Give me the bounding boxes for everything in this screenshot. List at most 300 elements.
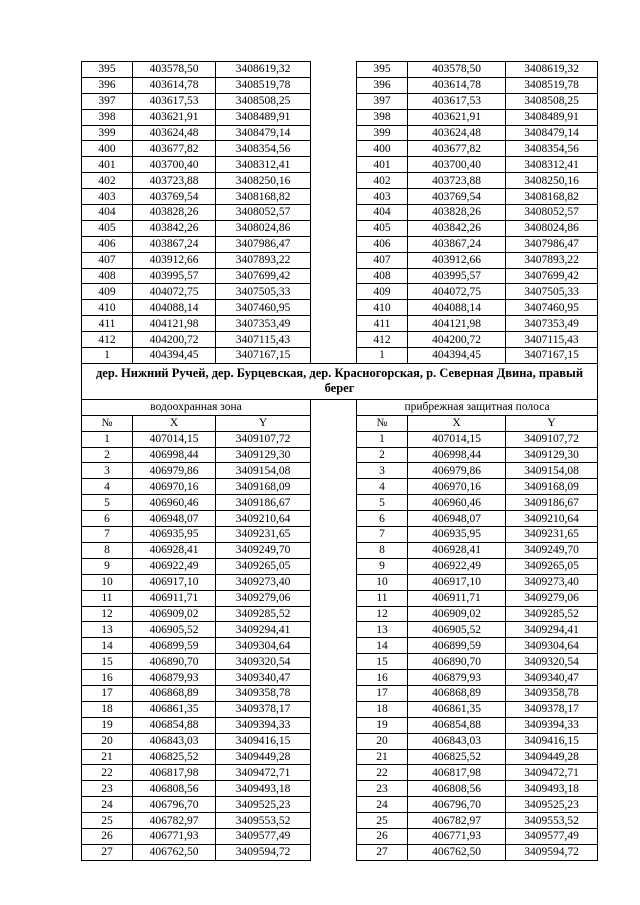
table-row: [82, 701, 598, 717]
x-coordinate-left: 406899,59: [133, 638, 216, 654]
x-coordinate-left: 403578,50: [133, 62, 216, 78]
x-coordinate-right: 406960,46: [408, 495, 506, 511]
table-row: [82, 479, 598, 495]
point-number-left: 12: [82, 606, 133, 622]
x-coordinate-right: 406843,03: [408, 733, 506, 749]
y-coordinate-right: 3409249,70: [506, 542, 598, 558]
table-row: [82, 685, 598, 701]
point-number-right: 395: [357, 62, 408, 78]
x-coordinate-right: 406808,56: [408, 781, 506, 797]
point-number-right: 18: [357, 701, 408, 717]
point-number-right: 6: [357, 511, 408, 527]
point-number-left: 23: [82, 781, 133, 797]
column-gap: [311, 316, 357, 332]
x-coordinate-right: 406948,07: [408, 511, 506, 527]
x-coordinate-right: 403677,82: [408, 141, 506, 157]
y-coordinate-right: 3409594,72: [506, 844, 598, 860]
column-gap: [311, 348, 357, 364]
table-row: [82, 828, 598, 844]
y-coordinate-left: 3408489,91: [216, 109, 311, 125]
x-coordinate-left: 406911,71: [133, 590, 216, 606]
point-number-right: 24: [357, 797, 408, 813]
x-coordinate-left: 406890,70: [133, 654, 216, 670]
bottom-coordinates-body: [82, 431, 598, 860]
y-coordinate-right: 3408519,78: [506, 77, 598, 93]
table-row: [82, 157, 598, 173]
x-coordinate-right: 406922,49: [408, 558, 506, 574]
y-coordinate-right: 3407353,49: [506, 316, 598, 332]
y-coordinate-left: 3409394,33: [216, 717, 311, 733]
table-row: [82, 797, 598, 813]
x-coordinate-left: 403617,53: [133, 93, 216, 109]
x-coordinate-right: 406911,71: [408, 590, 506, 606]
coastal-protection-strip-caption: прибрежная защитная полоса: [357, 399, 598, 415]
point-number-left: 19: [82, 717, 133, 733]
column-gap: [311, 252, 357, 268]
x-coordinate-left: 403624,48: [133, 125, 216, 141]
x-coordinate-left: 406935,95: [133, 527, 216, 543]
table-row: [82, 77, 598, 93]
x-coordinate-left: 406796,70: [133, 797, 216, 813]
x-coordinate-left: 403995,57: [133, 268, 216, 284]
point-number-right: 411: [357, 316, 408, 332]
x-coordinate-right: 403842,26: [408, 220, 506, 236]
y-coordinate-left: 3408312,41: [216, 157, 311, 173]
table-row: [82, 463, 598, 479]
y-coordinate-left: 3407505,33: [216, 284, 311, 300]
table-row: [82, 252, 598, 268]
y-coordinate-left: 3409273,40: [216, 574, 311, 590]
x-coordinate-right: 406762,50: [408, 844, 506, 860]
y-coordinate-left: 3409472,71: [216, 765, 311, 781]
point-number-right: 14: [357, 638, 408, 654]
x-coordinate-left: 403769,54: [133, 189, 216, 205]
point-number-right: 27: [357, 844, 408, 860]
x-coordinate-left: 403867,24: [133, 236, 216, 252]
point-number-right: 405: [357, 220, 408, 236]
point-number-right: 20: [357, 733, 408, 749]
y-coordinate-right: 3409107,72: [506, 431, 598, 447]
column-gap: [311, 844, 357, 860]
column-gap: [311, 542, 357, 558]
point-number-left: 2: [82, 447, 133, 463]
x-coordinate-right: 403828,26: [408, 205, 506, 221]
point-number-left: 406: [82, 236, 133, 252]
column-gap: [311, 765, 357, 781]
table-row: [82, 511, 598, 527]
y-coordinate-right: 3409416,15: [506, 733, 598, 749]
column-gap: [311, 797, 357, 813]
x-coordinate-right: 406861,35: [408, 701, 506, 717]
point-number-left: 404: [82, 205, 133, 221]
point-number-right: 17: [357, 685, 408, 701]
point-number-right: 26: [357, 828, 408, 844]
y-coordinate-left: 3409320,54: [216, 654, 311, 670]
point-number-left: 3: [82, 463, 133, 479]
x-coordinate-right: 406917,10: [408, 574, 506, 590]
x-coordinate-left: 403912,66: [133, 252, 216, 268]
point-number-left: 397: [82, 93, 133, 109]
x-coordinate-right: 403624,48: [408, 125, 506, 141]
table-row: [82, 125, 598, 141]
y-coordinate-left: 3407115,43: [216, 332, 311, 348]
point-number-left: 400: [82, 141, 133, 157]
x-coordinate-right: 404394,45: [408, 348, 506, 364]
x-coordinate-right: 406825,52: [408, 749, 506, 765]
point-number-right: 5: [357, 495, 408, 511]
column-gap: [311, 141, 357, 157]
table-row: [82, 284, 598, 300]
point-number-left: 11: [82, 590, 133, 606]
point-number-left: 405: [82, 220, 133, 236]
x-coordinate-right: 406998,44: [408, 447, 506, 463]
x-coordinate-left: 406854,88: [133, 717, 216, 733]
y-coordinate-left: 3409107,72: [216, 431, 311, 447]
column-gap: [311, 77, 357, 93]
table-row: [82, 590, 598, 606]
x-coordinate-left: 404121,98: [133, 316, 216, 332]
point-number-right: 403: [357, 189, 408, 205]
x-coordinate-right: 403995,57: [408, 268, 506, 284]
x-coordinate-right: 406979,86: [408, 463, 506, 479]
y-coordinate-right: 3409168,09: [506, 479, 598, 495]
y-coordinate-right: 3408250,16: [506, 173, 598, 189]
table-row: [82, 813, 598, 829]
point-number-right: 407: [357, 252, 408, 268]
table-row: [82, 109, 598, 125]
y-coordinate-right: 3407115,43: [506, 332, 598, 348]
x-coordinate-left: 406879,93: [133, 670, 216, 686]
column-gap: [311, 527, 357, 543]
point-number-right: 410: [357, 300, 408, 316]
point-number-left: 14: [82, 638, 133, 654]
x-coordinate-right: 404088,14: [408, 300, 506, 316]
x-coordinate-right: 403614,78: [408, 77, 506, 93]
x-coordinate-left: 406825,52: [133, 749, 216, 765]
x-coordinate-left: 406960,46: [133, 495, 216, 511]
x-coordinate-right: 406879,93: [408, 670, 506, 686]
x-coordinate-left: 403700,40: [133, 157, 216, 173]
point-number-left: 13: [82, 622, 133, 638]
column-gap: [311, 431, 357, 447]
point-number-left: 1: [82, 431, 133, 447]
point-number-right: 402: [357, 173, 408, 189]
y-coordinate-right: 3407699,42: [506, 268, 598, 284]
column-gap: [311, 781, 357, 797]
x-coordinate-right: 406817,98: [408, 765, 506, 781]
point-number-left: 395: [82, 62, 133, 78]
point-number-left: 410: [82, 300, 133, 316]
point-number-left: 8: [82, 542, 133, 558]
x-coordinate-left: 406909,02: [133, 606, 216, 622]
column-gap: [311, 268, 357, 284]
point-number-left: 5: [82, 495, 133, 511]
point-number-right: 397: [357, 93, 408, 109]
zone-caption-row: [82, 399, 598, 415]
x-coordinate-right: 406868,89: [408, 685, 506, 701]
header-number-right: №: [357, 415, 408, 431]
point-number-right: 396: [357, 77, 408, 93]
point-number-left: 409: [82, 284, 133, 300]
point-number-right: 400: [357, 141, 408, 157]
water-protection-zone-caption: водоохранная зона: [82, 399, 311, 415]
y-coordinate-left: 3408024,86: [216, 220, 311, 236]
y-coordinate-left: 3408619,32: [216, 62, 311, 78]
point-number-left: 26: [82, 828, 133, 844]
y-coordinate-left: 3409304,64: [216, 638, 311, 654]
y-coordinate-right: 3409265,05: [506, 558, 598, 574]
y-coordinate-left: 3407460,95: [216, 300, 311, 316]
point-number-right: 23: [357, 781, 408, 797]
y-coordinate-left: 3408354,56: [216, 141, 311, 157]
column-gap: [311, 511, 357, 527]
column-gap: [311, 701, 357, 717]
x-coordinate-left: 406762,50: [133, 844, 216, 860]
x-coordinate-right: 407014,15: [408, 431, 506, 447]
x-coordinate-right: 404121,98: [408, 316, 506, 332]
y-coordinate-right: 3408024,86: [506, 220, 598, 236]
point-number-right: 412: [357, 332, 408, 348]
section-title: дер. Нижний Ручей, дер. Бурцевская, дер. Красногорская, р. Северная Двина, правый берег: [82, 363, 598, 399]
point-number-right: 21: [357, 749, 408, 765]
column-gap: [311, 463, 357, 479]
y-coordinate-right: 3409294,41: [506, 622, 598, 638]
table-row: [82, 316, 598, 332]
y-coordinate-left: 3409154,08: [216, 463, 311, 479]
x-coordinate-left: 406917,10: [133, 574, 216, 590]
table-row: [82, 300, 598, 316]
point-number-left: 25: [82, 813, 133, 829]
top-coordinates-body: [82, 62, 598, 364]
x-coordinate-right: 406890,70: [408, 654, 506, 670]
x-coordinate-left: 403842,26: [133, 220, 216, 236]
y-coordinate-right: 3408168,82: [506, 189, 598, 205]
table-row: [82, 447, 598, 463]
y-coordinate-right: 3409154,08: [506, 463, 598, 479]
table-row: [82, 542, 598, 558]
column-gap: [311, 284, 357, 300]
column-gap: [311, 622, 357, 638]
point-number-right: 22: [357, 765, 408, 781]
point-number-left: 408: [82, 268, 133, 284]
point-number-right: 12: [357, 606, 408, 622]
point-number-left: 20: [82, 733, 133, 749]
column-gap: [311, 813, 357, 829]
table-row: [82, 62, 598, 78]
table-row: [82, 495, 598, 511]
point-number-right: 10: [357, 574, 408, 590]
point-number-right: 399: [357, 125, 408, 141]
y-coordinate-right: 3409394,33: [506, 717, 598, 733]
point-number-left: 402: [82, 173, 133, 189]
x-coordinate-left: 406843,03: [133, 733, 216, 749]
y-coordinate-right: 3409472,71: [506, 765, 598, 781]
x-coordinate-left: 406928,41: [133, 542, 216, 558]
y-coordinate-left: 3408168,82: [216, 189, 311, 205]
y-coordinate-right: 3408312,41: [506, 157, 598, 173]
y-coordinate-left: 3408519,78: [216, 77, 311, 93]
column-gap: [311, 125, 357, 141]
header-y-right: Y: [506, 415, 598, 431]
point-number-left: 407: [82, 252, 133, 268]
y-coordinate-right: 3409525,23: [506, 797, 598, 813]
table-row: [82, 93, 598, 109]
y-coordinate-left: 3409168,09: [216, 479, 311, 495]
x-coordinate-left: 406948,07: [133, 511, 216, 527]
y-coordinate-right: 3409449,28: [506, 749, 598, 765]
column-gap: [311, 749, 357, 765]
column-gap: [311, 220, 357, 236]
point-number-right: 13: [357, 622, 408, 638]
x-coordinate-left: 406868,89: [133, 685, 216, 701]
header-x-left: X: [133, 415, 216, 431]
y-coordinate-right: 3408479,14: [506, 125, 598, 141]
y-coordinate-right: 3408619,32: [506, 62, 598, 78]
column-gap: [311, 479, 357, 495]
y-coordinate-right: 3409304,64: [506, 638, 598, 654]
x-coordinate-right: 404200,72: [408, 332, 506, 348]
table-row: [82, 173, 598, 189]
table-row: [82, 431, 598, 447]
column-gap: [311, 236, 357, 252]
x-coordinate-right: 406782,97: [408, 813, 506, 829]
x-coordinate-right: 406905,52: [408, 622, 506, 638]
point-number-right: 19: [357, 717, 408, 733]
header-y-left: Y: [216, 415, 311, 431]
x-coordinate-left: 404394,45: [133, 348, 216, 364]
point-number-left: 17: [82, 685, 133, 701]
x-coordinate-left: 403621,91: [133, 109, 216, 125]
point-number-right: 408: [357, 268, 408, 284]
point-number-left: 401: [82, 157, 133, 173]
y-coordinate-left: 3409416,15: [216, 733, 311, 749]
y-coordinate-right: 3409129,30: [506, 447, 598, 463]
column-gap: [311, 558, 357, 574]
y-coordinate-right: 3409358,78: [506, 685, 598, 701]
point-number-right: 406: [357, 236, 408, 252]
y-coordinate-right: 3409577,49: [506, 828, 598, 844]
point-number-left: 411: [82, 316, 133, 332]
x-coordinate-right: 406909,02: [408, 606, 506, 622]
y-coordinate-right: 3407460,95: [506, 300, 598, 316]
coordinates-table: [81, 61, 598, 861]
x-coordinate-right: 404072,75: [408, 284, 506, 300]
y-coordinate-right: 3409210,64: [506, 511, 598, 527]
y-coordinate-left: 3409231,65: [216, 527, 311, 543]
x-coordinate-left: 403677,82: [133, 141, 216, 157]
y-coordinate-left: 3409340,47: [216, 670, 311, 686]
point-number-left: 18: [82, 701, 133, 717]
x-coordinate-right: 406899,59: [408, 638, 506, 654]
y-coordinate-left: 3407699,42: [216, 268, 311, 284]
y-coordinate-right: 3409273,40: [506, 574, 598, 590]
point-number-right: 15: [357, 654, 408, 670]
column-gap: [311, 638, 357, 654]
table-row: [82, 781, 598, 797]
y-coordinate-right: 3407167,15: [506, 348, 598, 364]
point-number-left: 396: [82, 77, 133, 93]
point-number-left: 22: [82, 765, 133, 781]
column-gap: [311, 399, 357, 415]
column-gap: [311, 189, 357, 205]
header-number-left: №: [82, 415, 133, 431]
x-coordinate-right: 406796,70: [408, 797, 506, 813]
point-number-right: 1: [357, 431, 408, 447]
table-row: [82, 717, 598, 733]
x-coordinate-left: 406782,97: [133, 813, 216, 829]
column-gap: [311, 574, 357, 590]
table-row: [82, 606, 598, 622]
column-gap: [311, 685, 357, 701]
table-row: [82, 638, 598, 654]
column-gap: [311, 495, 357, 511]
x-coordinate-right: 403867,24: [408, 236, 506, 252]
point-number-right: 2: [357, 447, 408, 463]
column-gap: [311, 415, 357, 431]
point-number-left: 398: [82, 109, 133, 125]
point-number-right: 8: [357, 542, 408, 558]
x-coordinate-left: 403614,78: [133, 77, 216, 93]
table-row: [82, 189, 598, 205]
point-number-right: 401: [357, 157, 408, 173]
x-coordinate-left: 404088,14: [133, 300, 216, 316]
x-coordinate-right: 403769,54: [408, 189, 506, 205]
column-gap: [311, 332, 357, 348]
x-coordinate-left: 406998,44: [133, 447, 216, 463]
y-coordinate-left: 3409279,06: [216, 590, 311, 606]
x-coordinate-right: 406771,93: [408, 828, 506, 844]
point-number-left: 9: [82, 558, 133, 574]
x-coordinate-left: 406905,52: [133, 622, 216, 638]
y-coordinate-right: 3409553,52: [506, 813, 598, 829]
table-row: [82, 527, 598, 543]
table-row: [82, 558, 598, 574]
y-coordinate-left: 3409358,78: [216, 685, 311, 701]
point-number-right: 25: [357, 813, 408, 829]
y-coordinate-right: 3408508,25: [506, 93, 598, 109]
column-header-row: [82, 415, 598, 431]
y-coordinate-left: 3409594,72: [216, 844, 311, 860]
y-coordinate-right: 3409493,18: [506, 781, 598, 797]
y-coordinate-left: 3407353,49: [216, 316, 311, 332]
point-number-left: 15: [82, 654, 133, 670]
y-coordinate-left: 3409285,52: [216, 606, 311, 622]
column-gap: [311, 109, 357, 125]
y-coordinate-left: 3408479,14: [216, 125, 311, 141]
x-coordinate-left: 406970,16: [133, 479, 216, 495]
table-row: [82, 205, 598, 221]
y-coordinate-left: 3409265,05: [216, 558, 311, 574]
y-coordinate-right: 3408489,91: [506, 109, 598, 125]
y-coordinate-left: 3409378,17: [216, 701, 311, 717]
x-coordinate-left: 403723,88: [133, 173, 216, 189]
y-coordinate-right: 3407986,47: [506, 236, 598, 252]
y-coordinate-left: 3409210,64: [216, 511, 311, 527]
point-number-left: 4: [82, 479, 133, 495]
point-number-left: 16: [82, 670, 133, 686]
point-number-right: 1: [357, 348, 408, 364]
table-row: [82, 654, 598, 670]
y-coordinate-left: 3408052,57: [216, 205, 311, 221]
point-number-right: 3: [357, 463, 408, 479]
point-number-right: 11: [357, 590, 408, 606]
x-coordinate-right: 403617,53: [408, 93, 506, 109]
section-title-row: [82, 363, 598, 399]
x-coordinate-right: 406935,95: [408, 527, 506, 543]
column-gap: [311, 670, 357, 686]
y-coordinate-left: 3409577,49: [216, 828, 311, 844]
column-gap: [311, 62, 357, 78]
